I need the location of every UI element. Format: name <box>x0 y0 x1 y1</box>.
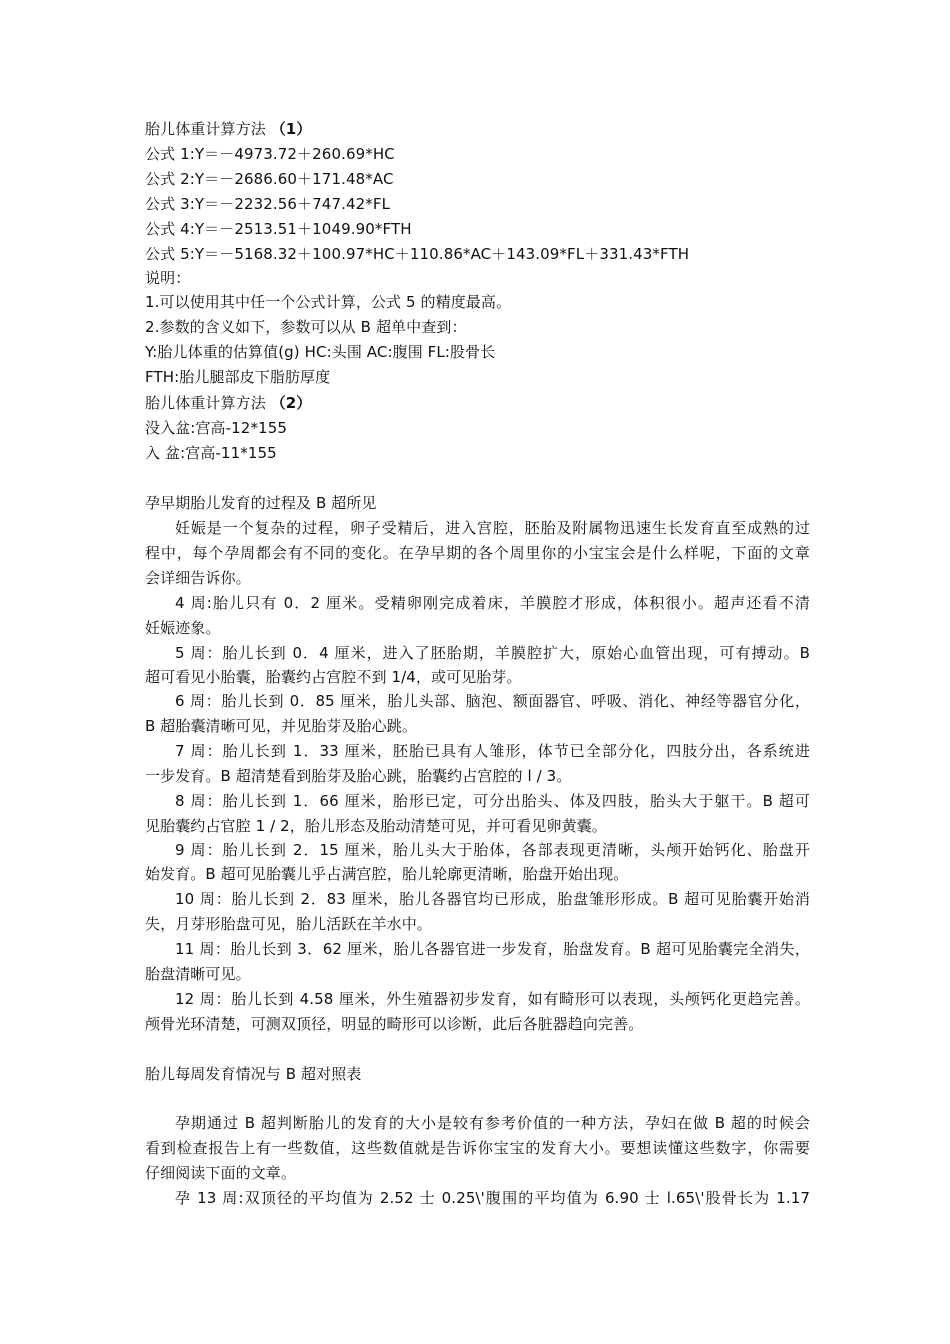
title-text: 胎儿体重计算方法 <box>145 394 266 412</box>
weekly-intro-line-2: 看到检查报告上有一些数值，这些数值就是告诉你宝宝的发育大小。要想读懂这些数字，你需要 <box>145 1139 810 1157</box>
week-6-line-1: 6 周：胎儿长到 0．85 厘米，胎儿头部、脑泡、额面器官、呼吸、消化、神经等器官分化， <box>175 692 810 710</box>
week-11-line-2: 胎盘清晰可见。 <box>145 965 251 983</box>
week-8-line-1: 8 周：胎儿长到 1．66 厘米，胎形已定，可分出胎头、体及四肢，胎头大于躯干。B 超可 <box>175 792 810 810</box>
early-intro-line-3: 会详细告诉你。 <box>145 569 251 587</box>
note-1: 1.可以使用其中任一个公式计算，公式 5 的精度最高。 <box>145 293 512 311</box>
week-4-line-1: 4 周:胎儿只有 0．2 厘米。受精卵刚完成着床，羊膜腔才形成，体积很小。超声还看不清 <box>175 594 810 612</box>
week-10-line-1: 10 周：胎儿长到 2．83 厘米，胎儿各器官均已形成，胎盘雏形形成。B 超可见胎囊开始消 <box>175 890 810 908</box>
title-number: （2） <box>270 394 312 412</box>
weekly-section-title: 胎儿每周发育情况与 B 超对照表 <box>145 1065 362 1083</box>
week-10-line-2: 失，月芽形胎盘可见，胎儿活跃在羊水中。 <box>145 915 432 933</box>
week-12-line-1: 12 周：胎儿长到 4.58 厘米，外生殖器初步发育，如有畸形可以表现，头颅钙化更趋完善。 <box>175 990 810 1008</box>
note-label: 说明： <box>145 269 191 287</box>
weekly-intro-line-1: 孕期通过 B 超判断胎儿的发育的大小是较有参考价值的一种方法，孕妇在做 B 超的时候会 <box>175 1114 810 1132</box>
week-5-line-2: 超可看见小胎囊，胎囊约占宫腔不到 1/4，或可见胎芽。 <box>145 668 522 686</box>
week-8-line-2: 见胎囊约占官腔 1 / 2，胎儿形态及胎动清楚可见，并可看见卵黄囊。 <box>145 817 607 835</box>
week-9-line-1: 9 周：胎儿长到 2．15 厘米，胎儿头大于胎体，各部表现更清晰，头颅开始钙化、胎盘开 <box>175 841 810 859</box>
method-2-not-engaged: 没入盆:宫高-12*155 <box>145 419 287 437</box>
weekly-intro-line-3: 仔细阅读下面的文章。 <box>145 1164 297 1182</box>
early-section-title: 孕早期胎儿发育的过程及 B 超所见 <box>145 494 377 512</box>
params-line-1: Y:胎儿体重的估算值(g) HC:头围 AC:腹围 FL:股骨长 <box>145 343 496 361</box>
week-5-line-1: 5 周：胎儿长到 0．4 厘米，进入了胚胎期，羊膜腔扩大，原始心血管出现，可有搏动。B <box>175 644 810 662</box>
title-text: 胎儿体重计算方法 <box>145 120 266 138</box>
formula-4: 公式 4:Y＝－2513.51＋1049.90*FTH <box>145 220 412 238</box>
formula-5: 公式 5:Y＝－5168.32＋100.97*HC＋110.86*AC＋143.09*FL＋331.43*FTH <box>145 245 690 263</box>
early-intro-line-1: 妊娠是一个复杂的过程，卵子受精后，进入宫腔，胚胎及附属物迅速生长发育直至成熟的过 <box>175 519 810 537</box>
note-2: 2.参数的含义如下，参数可以从 B 超单中查到： <box>145 318 467 336</box>
section-title-method-2 <box>145 393 810 413</box>
formula-1: 公式 1:Y＝－4973.72＋260.69*HC <box>145 145 395 163</box>
formula-2: 公式 2:Y＝－2686.60＋171.48*AC <box>145 170 394 188</box>
week-9-line-2: 始发育。B 超可见胎囊儿乎占满宫腔，胎儿轮廓更清晰，胎盘开始出现。 <box>145 865 629 883</box>
params-line-2: FTH:胎儿腿部皮下脂肪厚度 <box>145 368 331 386</box>
week-12-line-2: 颅骨光环清楚，可测双顶径，明显的畸形可以诊断，此后各脏器趋向完善。 <box>145 1015 644 1033</box>
method-2-engaged: 入 盆:宫高-11*155 <box>145 444 277 462</box>
week-11-line-1: 11 周：胎儿长到 3．62 厘米，胎儿各器官进一步发育，胎盘发育。B 超可见胎囊完全消失， <box>175 940 810 958</box>
week-13-line: 孕 13 周:双顶径的平均值为 2.52 士 0.25\'腹围的平均值为 6.90 士 l.65\'股骨长为 1.17 <box>175 1189 810 1207</box>
section-title-method-1 <box>145 119 810 139</box>
week-4-line-2: 妊娠迹象。 <box>145 619 221 637</box>
formula-3: 公式 3:Y＝－2232.56＋747.42*FL <box>145 195 391 213</box>
week-6-line-2: B 超胎囊清晰可见，并见胎芽及胎心跳。 <box>145 717 417 735</box>
early-intro-line-2: 程中，每个孕周都会有不同的变化。在孕早期的各个周里你的小宝宝会是什么样呢，下面的文章 <box>145 544 810 562</box>
week-7-line-1: 7 周：胎儿长到 1．33 厘米，胚胎已具有人雏形，体节已全部分化，四肢分出，各系统进 <box>175 742 810 760</box>
title-number: （1） <box>270 120 312 138</box>
week-7-line-2: 一步发育。B 超清楚看到胎芽及胎心跳，胎囊约占宫腔的 l / 3。 <box>145 767 572 785</box>
